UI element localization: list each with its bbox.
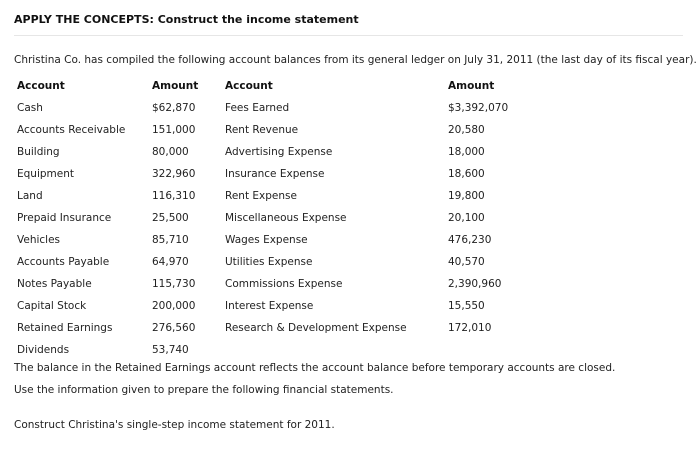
table-row: [0, 253, 697, 275]
header-account-1: Account: [17, 80, 65, 92]
account-name: Land: [17, 190, 43, 202]
account-amount: 15,550: [448, 300, 485, 312]
account-name: Utilities Expense: [225, 256, 313, 268]
header-amount-1: Amount: [152, 80, 199, 92]
table-row: [0, 231, 697, 253]
account-name: Dividends: [17, 344, 70, 356]
account-amount: 18,000: [448, 146, 485, 158]
table-row: [0, 319, 697, 341]
account-amount: 53,740: [152, 344, 189, 356]
account-name: Miscellaneous Expense: [225, 212, 347, 224]
account-amount: 322,960: [152, 168, 196, 180]
page-title: APPLY THE CONCEPTS: Construct the income statement: [14, 13, 359, 26]
account-name: Fees Earned: [225, 102, 290, 114]
header-account-2: Account: [225, 80, 273, 92]
account-name: Interest Expense: [225, 300, 314, 312]
account-amount: 20,580: [448, 124, 485, 136]
account-name: Accounts Payable: [17, 256, 110, 268]
table-row: [0, 99, 697, 121]
account-name: Vehicles: [17, 234, 61, 246]
account-amount: 19,800: [448, 190, 485, 202]
account-name: Wages Expense: [225, 234, 308, 246]
account-amount: 276,560: [152, 322, 196, 334]
account-amount: 40,570: [448, 256, 485, 268]
account-name: Advertising Expense: [225, 146, 333, 158]
instruction-text: Use the information given to prepare the following financial statements.: [14, 384, 394, 396]
account-amount: 85,710: [152, 234, 189, 246]
account-amount: 116,310: [152, 190, 196, 202]
table-header-row: [0, 77, 697, 99]
account-amount: 80,000: [152, 146, 189, 158]
account-name: Capital Stock: [17, 300, 87, 312]
table-row: [0, 187, 697, 209]
table-row: [0, 341, 697, 363]
table-row: [0, 209, 697, 231]
account-name: Rent Revenue: [225, 124, 299, 136]
table-row: [0, 143, 697, 165]
account-name: Insurance Expense: [225, 168, 325, 180]
table-row: [0, 297, 697, 319]
account-amount: 18,600: [448, 168, 485, 180]
account-amount: $62,870: [152, 102, 196, 114]
account-name: Equipment: [17, 168, 74, 180]
account-name: Prepaid Insurance: [17, 212, 112, 224]
account-amount: 476,230: [448, 234, 492, 246]
account-name: Notes Payable: [17, 278, 92, 290]
account-amount: 151,000: [152, 124, 196, 136]
account-name: Accounts Receivable: [17, 124, 126, 136]
account-name: Building: [17, 146, 60, 158]
account-name: Rent Expense: [225, 190, 297, 202]
account-name: Retained Earnings: [17, 322, 113, 334]
account-balances-table: [0, 77, 697, 363]
account-amount: 64,970: [152, 256, 189, 268]
account-amount: 200,000: [152, 300, 196, 312]
account-amount: $3,392,070: [448, 102, 509, 114]
account-amount: 20,100: [448, 212, 485, 224]
account-amount: 25,500: [152, 212, 189, 224]
account-name: Cash: [17, 102, 43, 114]
retained-earnings-note: The balance in the Retained Earnings account reflects the account balance before temporary accounts are closed.: [14, 362, 616, 374]
divider: [14, 35, 683, 36]
task-text: Construct Christina's single-step income statement for 2011.: [14, 419, 335, 431]
account-amount: 115,730: [152, 278, 196, 290]
account-name: Research & Development Expense: [225, 322, 407, 334]
table-row: [0, 275, 697, 297]
table-row: [0, 165, 697, 187]
account-name: Commissions Expense: [225, 278, 343, 290]
table-row: [0, 121, 697, 143]
header-amount-2: Amount: [448, 80, 495, 92]
intro-text: Christina Co. has compiled the following account balances from its general ledger on July 31, 2011 (the last day of its fiscal year).: [14, 54, 697, 66]
account-amount: 2,390,960: [448, 278, 502, 290]
account-amount: 172,010: [448, 322, 492, 334]
